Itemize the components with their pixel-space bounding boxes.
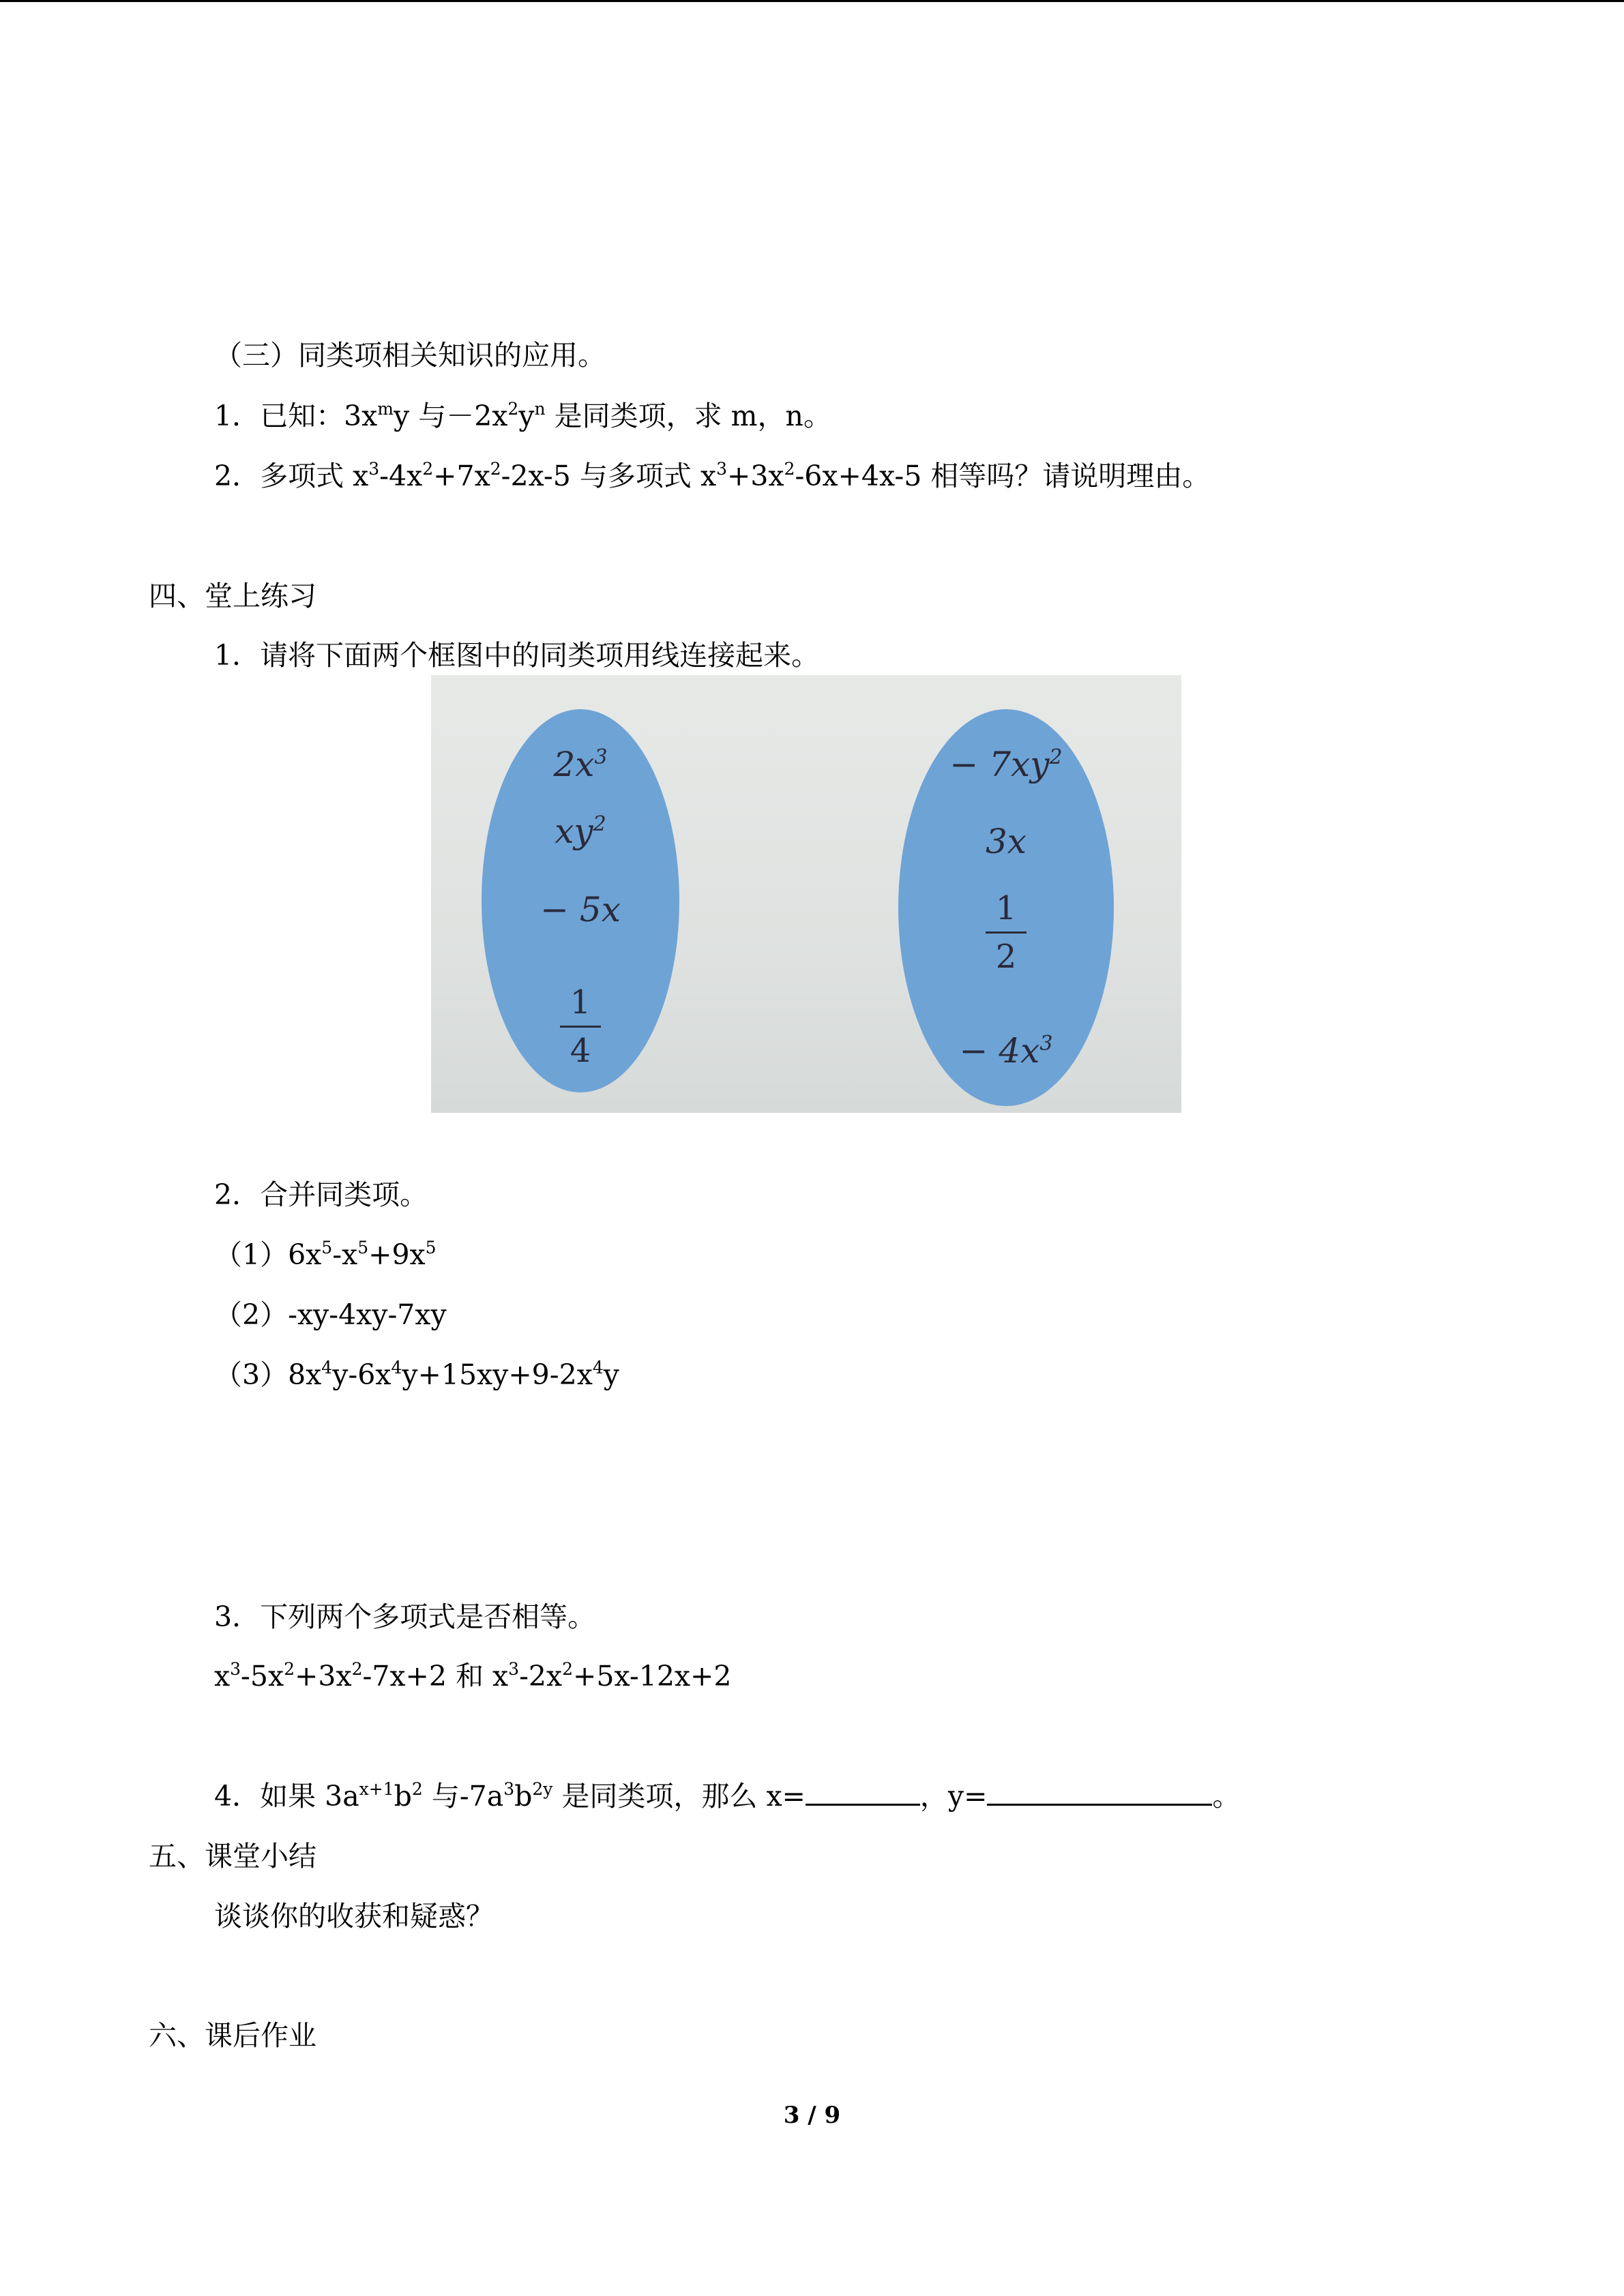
section3-question-1: 1．已知：$3x^my$ 与$-2x^2y^n$ 是同类项，求 m，n。 [214,399,831,432]
exercise-2: 2．合并同类项。 [214,1178,428,1211]
left-term-1: $2x^3$ [553,745,608,784]
section3-question-2: 2．多项式 $x^3-4x^2+7x^2-2x-5$ 与多项式 $x^3+3x^2-6x+4x-5$ 相等吗？请说明理由。 [214,459,1211,492]
section6-heading: 六、课后作业 [149,2019,316,2052]
section4-heading: 四、堂上练习 [149,580,316,612]
left-fraction: 1 4 [482,982,679,1071]
section5-heading: 五、课堂小结 [149,1840,316,1873]
page-number: 3 / 9 [783,2102,841,2129]
exercise-2-item-3: $(3)8x^4y-6x^4y+15xy+9-2x^4y$ [214,1358,619,1391]
exercise-3-expression: $x^3-5x^2+3x^2-7x+2$ 和 $x^3-2x^2+5x-12x+2$ [214,1659,732,1693]
top-border [0,0,1624,2]
exercise-2-item-1: $(1)6x^5-x^5+9x^5$ [214,1238,437,1271]
like-terms-figure [431,675,1181,1113]
right-oval [898,709,1114,1106]
exercise-4: 4．如果 $3a^{x+1}b^2$ 与$-7a^3b^{2y}$ 是同类项，那么 x= ，y= 。 [214,1779,1241,1813]
section5-text: 谈谈你的收获和疑惑？ [214,1900,494,1933]
right-term-1: − $7xy^2$ [949,745,1063,784]
left-term-2: $xy^2$ [555,811,606,851]
exercise-3: 3．下列两个多项式是否相等。 [214,1600,596,1633]
exercise-2-item-2: （2）-xy-4xy-7xy [214,1298,447,1331]
left-oval [482,709,679,1092]
answer-blank-x[interactable] [806,1778,920,1806]
right-fraction: 1 2 [898,888,1114,977]
right-term-2: 3x [985,822,1027,861]
exercise-1: 1．请将下面两个框图中的同类项用线连接起来。 [214,639,820,672]
left-term-3: − 5x [540,890,621,929]
section3-heading: （三）同类项相关知识的应用。 [214,339,606,372]
right-term-3: − $4x^3$ [959,1031,1053,1071]
answer-blank-y[interactable] [987,1778,1212,1806]
